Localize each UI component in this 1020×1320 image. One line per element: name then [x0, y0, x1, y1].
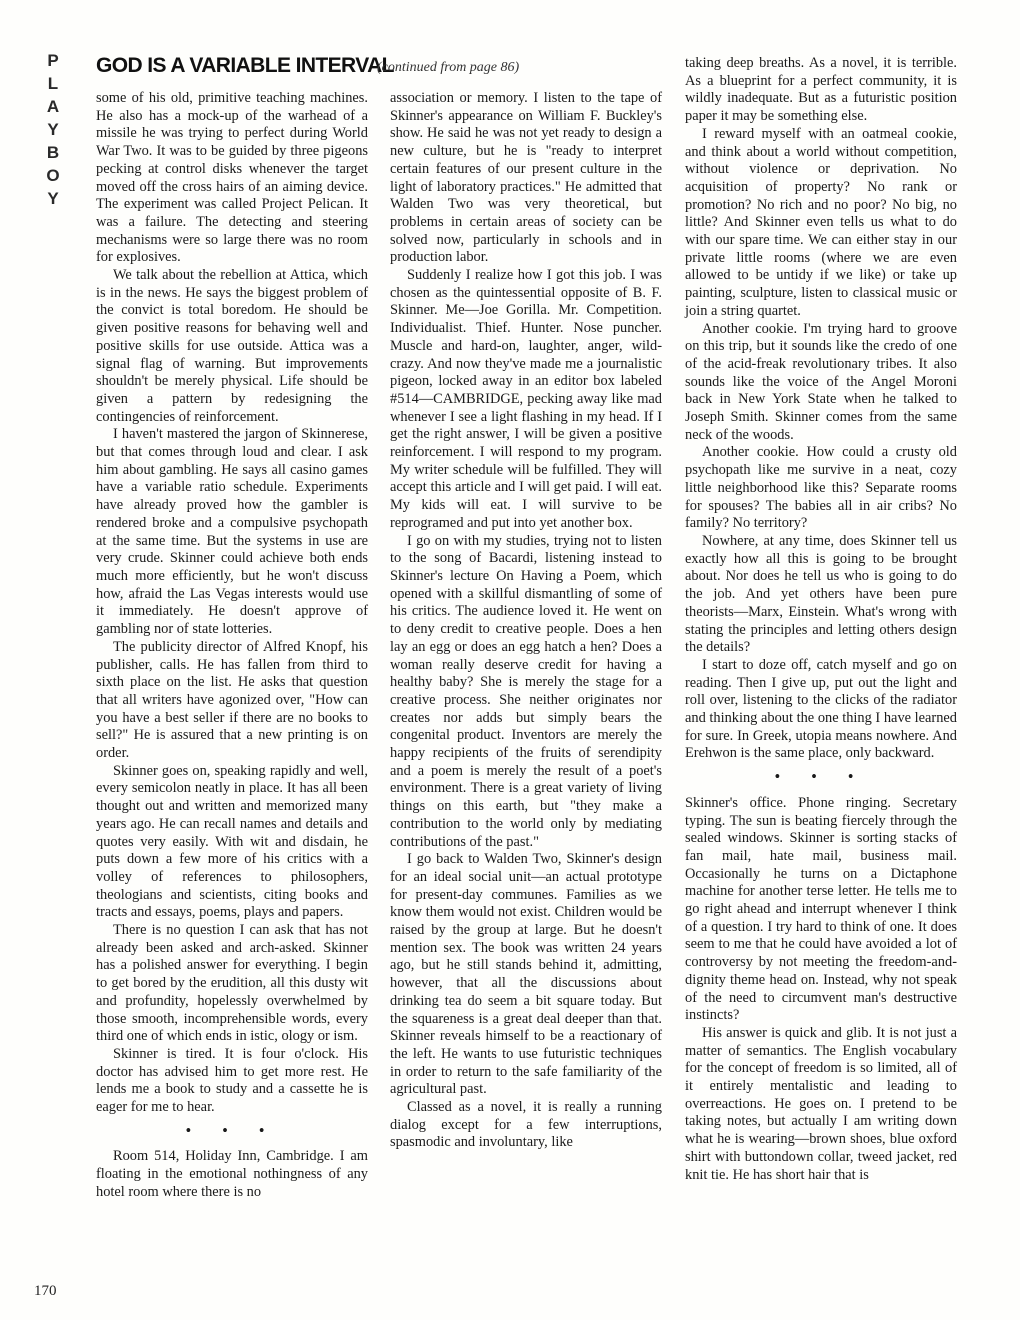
- text-column-3: [685, 55, 957, 1184]
- paragraph: Skinner goes on, speaking rapidly and well, every semicolon neatly in place. It has all been thought out and written and memorized many years ago. He can recall names and details and quotes very easily. With wit and disdain, he puts down a few more of his critics with a volley of references to philosophers, theologians and scientists, citing books and tracts and essays, poems, plays and papers.: [96, 762, 368, 921]
- paragraph: some of his old, primitive teaching machines. He also has a mock-up of the warhead of a missile he was trying to perfect during World War Two. It was to be guided by three pigeons pecking at control disks whenever the target moved off the cross hairs of an aiming device. The experiment was called Project Pelican. It was a failure. The detecting and steering mechanisms were so large there was no room for explosives.: [96, 90, 368, 266]
- paragraph: taking deep breaths. As a novel, it is terrible. As a blueprint for a perfect community, it is wildly inadequate. But as a futuristic position paper it may be something else.: [685, 55, 957, 125]
- paragraph: association or memory. I listen to the tape of Skinner's appearance on William F. Buckley's show. He said he was not yet ready to design a new culture, but he is "ready to interpret certain features of our present culture in the light of laboratory practices." He admitted that Walden Two was very theoretical, but problems in certain areas of society can be solved now, particularly in schools and in production labor.: [390, 90, 662, 266]
- paragraph: Suddenly I realize how I got this job. I was chosen as the quintessential opposite of B. F. Skinner. Me—Joe Gorilla. Mr. Competition. Individualist. Thief. Hunter. Nose puncher. Muscle and hard-on, laughter, anger, wild-crazy. And now they've made me a journalistic pigeon, locked away in an editor box labeled #514—CAMBRIDGE, pecking away like mad whenever I see a light flashing in my head. If I get the right answer, I will be given a positive reinforcement. I will respond to my program. My writer schedule will be fulfilled. They will accept this article and I will get paid. I will eat. My kids will eat. I will survive to be reprogramed and put into yet another box.: [390, 267, 662, 531]
- section-separator: • • •: [774, 769, 868, 786]
- page-number: 170: [34, 1283, 57, 1299]
- section-separator: • • •: [185, 1122, 279, 1139]
- paragraph: Another cookie. I'm trying hard to groove on this trip, but it sounds like the credo of one of the acid-freak revolutionary tribes. It also sounds like the voice of the Angel Moroni back in New York State when he talked to Joseph Smith. Skinner comes from the same neck of the woods.: [685, 320, 957, 443]
- continued-note: (continued from page 86): [377, 60, 520, 75]
- text-column-2: [390, 90, 662, 1152]
- paragraph: There is no question I can ask that has not already been asked and arch-asked. Skinner has a polished answer for everything. I begin to get bored by the erudition, all this dusty wit and profundity, hopelessly overwhelmed by those smooth, incomprehensible words, every third one of which ends in istic, ology or ism.: [96, 922, 368, 1045]
- paragraph: The publicity director of Alfred Knopf, his publisher, calls. He has fallen from third to sixth place on the list. He asks that question that all writers have agonized over, "How can you have a best seller if there are no books to sell?" He is assured that a new printing is on order.: [96, 638, 368, 762]
- masthead-letter: B: [46, 143, 60, 162]
- magazine-masthead-vertical: [40, 52, 66, 213]
- masthead-letter: O: [46, 166, 60, 185]
- paragraph: Classed as a novel, it is really a running dialog except for a few interruptions, spasmodic and involuntary, like: [390, 1099, 662, 1151]
- paragraph: Nowhere, at any time, does Skinner tell us exactly how all this is going to be brought about. Nor does he tell us who is going to do the job. And yet others have been pure theorists—Marx, Einstein. What's wrong with stating the principles and letting others design the details?: [685, 532, 957, 656]
- paragraph: I start to doze off, catch myself and go on reading. Then I give up, put out the light and roll over, listening to the clicks of the radiator and thinking about the one thing I have learned for sure. In Greek, utopia means nowhere. And Erehwon is the same place, only backward.: [685, 656, 957, 762]
- paragraph: I go on with my studies, trying not to listen to the song of Bacardi, listening instead to Skinner's lecture On Having a Poem, which opened with a skillful dismantling of some of his critics. The audience loved it. He went on to deny credit to creative people. Does a hen lay an egg or does an egg hatch a hen? Does a woman really deserve credit for having a healthy baby? She is merely the stage for a creative process. She neither originates nor creates nor adds but simply bears the congenital product. Inventors are merely the happy recipients of the fruits of serendipity and a poem is merely the result of a poet's environment. There is a great variety of living things on this earth, but "they make a contribution to the world only by mediating contributions of the past.": [390, 532, 662, 850]
- masthead-letter: Y: [47, 120, 59, 139]
- paragraph: I go back to Walden Two, Skinner's design for an ideal social unit—an actual prototype for present-day communes. Families as we know them would not exist. Children would be raised by the group at large. But he doesn't mention sex. The book was written 24 years ago, but he still stands behind it, admitting, however, that all the discussions about drinking tea do seem a bit square today. But the squareness is a great deal deeper than that. Skinner reveals himself to be a reactionary of the left. He wants to use futuristic techniques in order to return to the safe familiarity of the agricultural past.: [390, 851, 662, 1098]
- paragraph: I haven't mastered the jargon of Skinnerese, but that comes through loud and clear. I ask him about gambling. He says all casino games have a variable ratio schedule. Experiments have already proved how the gambler is rendered broke and a compulsive psychopath at the same time. But the systems in use are very crude. Skinner could achieve both ends much more efficiently, but he won't discuss how, afraid the Las Vegas interests would use it immediately. He doesn't approve of gambling nor of state lotteries.: [96, 426, 368, 638]
- paragraph: Skinner's office. Phone ringing. Secretary typing. The sun is beating fiercely through the sealed windows. Skinner is sorting stacks of fan mail, hate mail, business mail. Occasionally he turns on a Dictaphone machine for another terse letter. He tells me to go right ahead and interrupt whenever I think of a question. I try hard to think of one. It does seem to me that he could have avoided a lot of controversy by not meeting the freedom-and-dignity theme head on. Instead, why not speak of the need to circumvent man's destructive instincts?: [685, 794, 957, 1024]
- masthead-letter: P: [47, 51, 59, 70]
- paragraph: We talk about the rebellion at Attica, which is in the news. He says the biggest problem of the convict is total boredom. He should be given positive reasons for behaving well and positive skills for use outside. Attica was a signal flag of warning. But improvements shouldn't be merely physical. Life should be given a pattern by redesigning the contingencies of reinforcement.: [96, 267, 368, 425]
- paragraph: Room 514, Holiday Inn, Cambridge. I am floating in the emotional nothingness of any hotel room where there is no: [96, 1148, 368, 1200]
- article-headline: GOD IS A VARIABLE INTERVAL: [96, 54, 394, 77]
- masthead-letter: A: [46, 97, 60, 116]
- paragraph: I reward myself with an oatmeal cookie, and think about a world without competition, without violence or deprivation. No acquisition of property? No rank or promotion? No rich and no poor? No big, no little? And Skinner even tells us what to do with our spare time. We can either stay in our private little rooms (where we are even allowed to be untidy if we like) or take up painting, sculpture, listen to classical music or join a string quartet.: [685, 125, 957, 319]
- masthead-letter: Y: [47, 189, 59, 208]
- paragraph: His answer is quick and glib. It is not just a matter of semantics. The English vocabulary for the concept of freedom is so limited, all of it entirely mentalistic and leading to overreactions. He goes on. I pretend to be taking notes, but actually I am writing down what he is wearing—brown shoes, blue oxford shirt with buttondown collar, tweed jacket, red knit tie. He has short hair that is: [685, 1024, 957, 1183]
- paragraph: Skinner is tired. It is four o'clock. His doctor has advised him to get more rest. He lends me a book to study and a cassette he is eager for me to hear.: [96, 1045, 368, 1116]
- masthead-letter: L: [47, 74, 59, 93]
- text-column-1: [96, 90, 368, 1202]
- paragraph: Another cookie. How could a crusty old psychopath like me survive in a neat, cozy little neighborhood like this? Separate rooms for spouses? The babies all in air cribs? No family? No territory?: [685, 444, 957, 532]
